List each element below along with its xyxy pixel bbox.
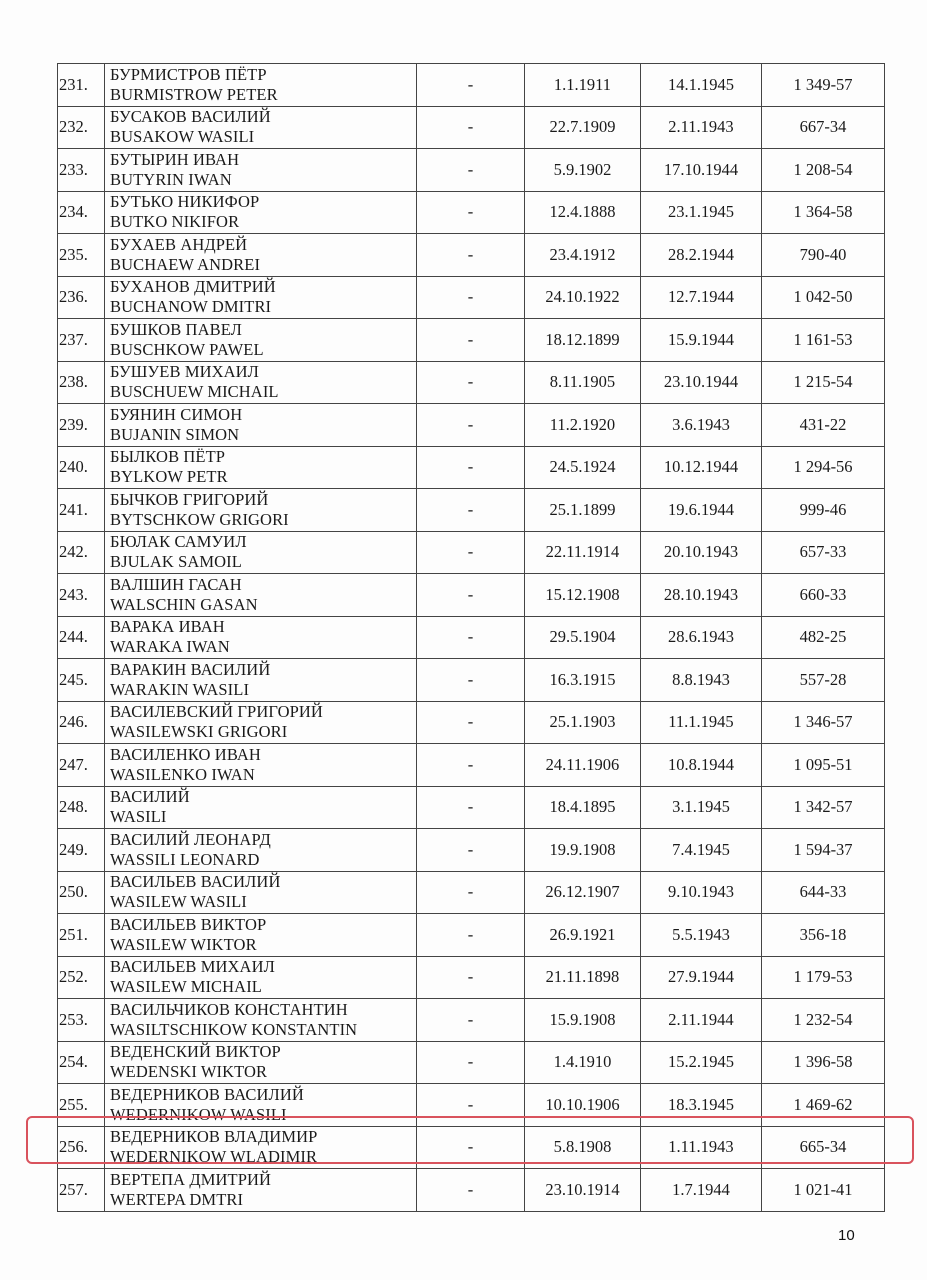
name-russian: БУХАНОВ ДМИТРИЙ <box>110 277 276 297</box>
name-german: WARAKIN WASILI <box>110 679 250 699</box>
row-number: 239. <box>58 404 105 447</box>
name-german: WASILEW WIKTOR <box>110 934 257 954</box>
grave-location: 644-33 <box>762 871 885 914</box>
death-date: 8.8.1943 <box>641 659 762 702</box>
death-date: 9.10.1943 <box>641 871 762 914</box>
name-german: BJULAK SAMOIL <box>110 552 242 572</box>
death-date: 27.9.1944 <box>641 956 762 999</box>
death-date: 28.2.1944 <box>641 234 762 277</box>
birth-date: 21.11.1898 <box>525 956 641 999</box>
row-number: 255. <box>58 1084 105 1127</box>
row-number: 243. <box>58 574 105 617</box>
death-date: 10.12.1944 <box>641 446 762 489</box>
row-number: 252. <box>58 956 105 999</box>
grave-location: 1 342-57 <box>762 786 885 829</box>
dash-cell: - <box>417 659 525 702</box>
dash-cell: - <box>417 786 525 829</box>
name-russian: БУШУЕВ МИХАИЛ <box>110 362 259 382</box>
death-date: 7.4.1945 <box>641 829 762 872</box>
birth-date: 19.9.1908 <box>525 829 641 872</box>
name-german: BUSCHUEW MICHAIL <box>110 382 279 402</box>
table-row <box>58 149 885 192</box>
row-number: 253. <box>58 999 105 1042</box>
grave-location: 1 349-57 <box>762 64 885 107</box>
birth-date: 12.4.1888 <box>525 191 641 234</box>
birth-date: 24.5.1924 <box>525 446 641 489</box>
dash-cell: - <box>417 1169 525 1212</box>
grave-location: 431-22 <box>762 404 885 447</box>
dash-cell: - <box>417 446 525 489</box>
birth-date: 26.12.1907 <box>525 871 641 914</box>
death-date: 19.6.1944 <box>641 489 762 532</box>
death-date: 12.7.1944 <box>641 276 762 319</box>
grave-location: 1 021-41 <box>762 1169 885 1212</box>
table-row <box>58 1041 885 1084</box>
name-cell <box>105 64 417 107</box>
birth-date: 18.12.1899 <box>525 319 641 362</box>
name-german: WASILEW MICHAIL <box>110 977 262 997</box>
row-number: 241. <box>58 489 105 532</box>
row-number: 235. <box>58 234 105 277</box>
dash-cell: - <box>417 829 525 872</box>
dash-cell: - <box>417 319 525 362</box>
name-german: BUSAKOW WASILI <box>110 127 255 147</box>
row-number: 248. <box>58 786 105 829</box>
name-russian: ВАСИЛЬЕВ ВАСИЛИЙ <box>110 872 281 892</box>
dash-cell: - <box>417 1041 525 1084</box>
birth-date: 24.10.1922 <box>525 276 641 319</box>
grave-location: 999-46 <box>762 489 885 532</box>
name-russian: БЫЛКОВ ПЁТР <box>110 447 226 467</box>
table-row <box>58 489 885 532</box>
name-cell <box>105 446 417 489</box>
row-number: 256. <box>58 1126 105 1169</box>
row-number: 247. <box>58 744 105 787</box>
row-number: 234. <box>58 191 105 234</box>
dash-cell: - <box>417 404 525 447</box>
grave-location: 665-34 <box>762 1126 885 1169</box>
table-row <box>58 276 885 319</box>
table-row <box>58 446 885 489</box>
row-number: 257. <box>58 1169 105 1212</box>
death-date: 3.6.1943 <box>641 404 762 447</box>
table-row <box>58 871 885 914</box>
name-german: BYTSCHKOW GRIGORI <box>110 509 289 529</box>
death-date: 17.10.1944 <box>641 149 762 192</box>
birth-date: 25.1.1903 <box>525 701 641 744</box>
name-cell <box>105 404 417 447</box>
name-russian: БУСАКОВ ВАСИЛИЙ <box>110 107 271 127</box>
row-number: 237. <box>58 319 105 362</box>
row-number: 232. <box>58 106 105 149</box>
name-german: BUTKO NIKIFOR <box>110 212 240 232</box>
name-russian: ВЕДЕНСКИЙ ВИКТОР <box>110 1042 281 1062</box>
dash-cell: - <box>417 1084 525 1127</box>
table-row <box>58 786 885 829</box>
grave-location: 482-25 <box>762 616 885 659</box>
birth-date: 22.7.1909 <box>525 106 641 149</box>
name-cell <box>105 489 417 532</box>
name-cell <box>105 191 417 234</box>
name-cell <box>105 999 417 1042</box>
dash-cell: - <box>417 149 525 192</box>
name-russian: БУТЫРИН ИВАН <box>110 149 240 169</box>
name-russian: ВАСИЛЬЕВ ВИКТОР <box>110 914 267 934</box>
death-date: 14.1.1945 <box>641 64 762 107</box>
name-russian: БЮЛАК САМУИЛ <box>110 532 247 552</box>
dash-cell: - <box>417 616 525 659</box>
name-german: WARAKA IWAN <box>110 637 230 657</box>
dash-cell: - <box>417 914 525 957</box>
row-number: 231. <box>58 64 105 107</box>
grave-location: 1 161-53 <box>762 319 885 362</box>
name-cell <box>105 1084 417 1127</box>
page-number: 10 <box>838 1227 855 1244</box>
birth-date: 5.9.1902 <box>525 149 641 192</box>
table-row <box>58 234 885 277</box>
dash-cell: - <box>417 234 525 277</box>
birth-date: 22.11.1914 <box>525 531 641 574</box>
dash-cell: - <box>417 1126 525 1169</box>
table-row <box>58 829 885 872</box>
name-german: BUCHANOW DMITRI <box>110 297 272 317</box>
death-date: 18.3.1945 <box>641 1084 762 1127</box>
name-cell <box>105 701 417 744</box>
row-number: 240. <box>58 446 105 489</box>
name-german: WASILTSCHIKOW KONSTANTIN <box>110 1019 358 1039</box>
table-row <box>58 701 885 744</box>
name-cell <box>105 659 417 702</box>
death-date: 2.11.1944 <box>641 999 762 1042</box>
row-number: 250. <box>58 871 105 914</box>
grave-location: 1 469-62 <box>762 1084 885 1127</box>
table-row <box>58 531 885 574</box>
dash-cell: - <box>417 701 525 744</box>
name-german: BUCHAEW ANDREI <box>110 254 261 274</box>
death-date: 5.5.1943 <box>641 914 762 957</box>
row-number: 242. <box>58 531 105 574</box>
grave-location: 1 042-50 <box>762 276 885 319</box>
birth-date: 1.1.1911 <box>525 64 641 107</box>
name-russian: ВАРАКИН ВАСИЛИЙ <box>110 659 271 679</box>
name-russian: БУХАЕВ АНДРЕЙ <box>110 234 248 254</box>
name-cell <box>105 914 417 957</box>
grave-location: 790-40 <box>762 234 885 277</box>
table-row <box>58 956 885 999</box>
register-body <box>58 64 885 1212</box>
name-russian: ВАСИЛИЙ <box>110 787 190 807</box>
table-row <box>58 616 885 659</box>
name-german: WASILI <box>110 807 167 827</box>
death-date: 15.9.1944 <box>641 319 762 362</box>
table-row <box>58 1169 885 1212</box>
grave-location: 657-33 <box>762 531 885 574</box>
dash-cell: - <box>417 871 525 914</box>
death-date: 3.1.1945 <box>641 786 762 829</box>
table-row <box>58 1084 885 1127</box>
death-date: 28.6.1943 <box>641 616 762 659</box>
table-row <box>58 574 885 617</box>
birth-date: 5.8.1908 <box>525 1126 641 1169</box>
death-date: 23.1.1945 <box>641 191 762 234</box>
name-cell <box>105 616 417 659</box>
name-russian: ВАЛШИН ГАСАН <box>110 574 242 594</box>
name-german: WASILEW WASILI <box>110 892 247 912</box>
row-number: 246. <box>58 701 105 744</box>
name-russian: ВАСИЛЕВСКИЙ ГРИГОРИЙ <box>110 702 323 722</box>
death-date: 15.2.1945 <box>641 1041 762 1084</box>
name-german: BUTYRIN IWAN <box>110 169 232 189</box>
row-number: 236. <box>58 276 105 319</box>
name-cell <box>105 319 417 362</box>
name-russian: ВАСИЛЕНКО ИВАН <box>110 744 261 764</box>
birth-date: 15.9.1908 <box>525 999 641 1042</box>
name-cell <box>105 234 417 277</box>
row-number: 249. <box>58 829 105 872</box>
name-german: WEDERNIKOW WASILI <box>110 1104 287 1124</box>
birth-date: 24.11.1906 <box>525 744 641 787</box>
table-row <box>58 191 885 234</box>
name-german: WEDERNIKOW WLADIMIR <box>110 1147 318 1167</box>
birth-date: 1.4.1910 <box>525 1041 641 1084</box>
name-russian: ВЕДЕРНИКОВ ВАСИЛИЙ <box>110 1084 304 1104</box>
death-date: 28.10.1943 <box>641 574 762 617</box>
name-cell <box>105 1126 417 1169</box>
name-cell <box>105 744 417 787</box>
name-russian: ВАСИЛЬЧИКОВ КОНСТАНТИН <box>110 999 348 1019</box>
name-russian: БУТЬКО НИКИФОР <box>110 192 260 212</box>
dash-cell: - <box>417 361 525 404</box>
birth-date: 11.2.1920 <box>525 404 641 447</box>
grave-location: 1 594-37 <box>762 829 885 872</box>
name-russian: БУРМИСТРОВ ПЁТР <box>110 64 267 84</box>
table-row <box>58 64 885 107</box>
name-russian: БУШКОВ ПАВЕЛ <box>110 319 242 339</box>
dash-cell: - <box>417 64 525 107</box>
grave-location: 356-18 <box>762 914 885 957</box>
birth-date: 10.10.1906 <box>525 1084 641 1127</box>
name-cell <box>105 149 417 192</box>
birth-date: 18.4.1895 <box>525 786 641 829</box>
dash-cell: - <box>417 276 525 319</box>
name-german: WEDENSKI WIKTOR <box>110 1062 268 1082</box>
row-number: 238. <box>58 361 105 404</box>
grave-location: 557-28 <box>762 659 885 702</box>
birth-date: 25.1.1899 <box>525 489 641 532</box>
name-german: WASSILI LEONARD <box>110 849 260 869</box>
dash-cell: - <box>417 574 525 617</box>
birth-date: 23.4.1912 <box>525 234 641 277</box>
name-russian: ВАСИЛЬЕВ МИХАИЛ <box>110 957 275 977</box>
name-cell <box>105 361 417 404</box>
table-row <box>58 319 885 362</box>
table-row <box>58 404 885 447</box>
birth-date: 15.12.1908 <box>525 574 641 617</box>
grave-location: 1 232-54 <box>762 999 885 1042</box>
dash-cell: - <box>417 531 525 574</box>
dash-cell: - <box>417 106 525 149</box>
dash-cell: - <box>417 191 525 234</box>
name-cell <box>105 574 417 617</box>
grave-location: 1 294-56 <box>762 446 885 489</box>
grave-location: 1 208-54 <box>762 149 885 192</box>
name-german: BUSCHKOW PAWEL <box>110 339 264 359</box>
name-russian: ВАРАКА ИВАН <box>110 617 225 637</box>
row-number: 251. <box>58 914 105 957</box>
name-german: WASILENKO IWAN <box>110 764 255 784</box>
grave-location: 1 364-58 <box>762 191 885 234</box>
row-number: 244. <box>58 616 105 659</box>
death-date: 2.11.1943 <box>641 106 762 149</box>
grave-location: 1 215-54 <box>762 361 885 404</box>
birth-date: 29.5.1904 <box>525 616 641 659</box>
dash-cell: - <box>417 489 525 532</box>
death-date: 20.10.1943 <box>641 531 762 574</box>
name-german: WERTEPA DMTRI <box>110 1189 244 1209</box>
name-german: BYLKOW PETR <box>110 467 228 487</box>
table-row <box>58 914 885 957</box>
dash-cell: - <box>417 956 525 999</box>
birth-date: 23.10.1914 <box>525 1169 641 1212</box>
name-cell <box>105 1041 417 1084</box>
name-cell <box>105 829 417 872</box>
row-number: 233. <box>58 149 105 192</box>
grave-location: 1 396-58 <box>762 1041 885 1084</box>
death-date: 1.11.1943 <box>641 1126 762 1169</box>
death-date: 23.10.1944 <box>641 361 762 404</box>
death-date: 10.8.1944 <box>641 744 762 787</box>
row-number: 254. <box>58 1041 105 1084</box>
table-row <box>58 659 885 702</box>
name-russian: БУЯНИН СИМОН <box>110 404 243 424</box>
death-date: 11.1.1945 <box>641 701 762 744</box>
name-russian: ВАСИЛИЙ ЛЕОНАРД <box>110 829 271 849</box>
name-cell <box>105 106 417 149</box>
table-row <box>58 744 885 787</box>
birth-date: 8.11.1905 <box>525 361 641 404</box>
row-number: 245. <box>58 659 105 702</box>
name-cell <box>105 531 417 574</box>
burial-register-table <box>57 63 885 1212</box>
table-row <box>58 999 885 1042</box>
name-cell <box>105 1169 417 1212</box>
death-date: 1.7.1944 <box>641 1169 762 1212</box>
grave-location: 1 095-51 <box>762 744 885 787</box>
name-german: BUJANIN SIMON <box>110 424 240 444</box>
name-cell <box>105 871 417 914</box>
name-german: WASILEWSKI GRIGORI <box>110 722 288 742</box>
name-german: WALSCHIN GASAN <box>110 594 258 614</box>
name-cell <box>105 956 417 999</box>
name-german: BURMISTROW PETER <box>110 84 278 104</box>
grave-location: 660-33 <box>762 574 885 617</box>
name-russian: БЫЧКОВ ГРИГОРИЙ <box>110 489 269 509</box>
dash-cell: - <box>417 744 525 787</box>
name-russian: ВЕРТЕПА ДМИТРИЙ <box>110 1169 272 1189</box>
dash-cell: - <box>417 999 525 1042</box>
grave-location: 667-34 <box>762 106 885 149</box>
grave-location: 1 179-53 <box>762 956 885 999</box>
table-row <box>58 361 885 404</box>
name-cell <box>105 276 417 319</box>
name-cell <box>105 786 417 829</box>
name-russian: ВЕДЕРНИКОВ ВЛАДИМИР <box>110 1127 318 1147</box>
birth-date: 26.9.1921 <box>525 914 641 957</box>
table-row-highlighted <box>58 1126 885 1169</box>
table-row <box>58 106 885 149</box>
grave-location: 1 346-57 <box>762 701 885 744</box>
birth-date: 16.3.1915 <box>525 659 641 702</box>
